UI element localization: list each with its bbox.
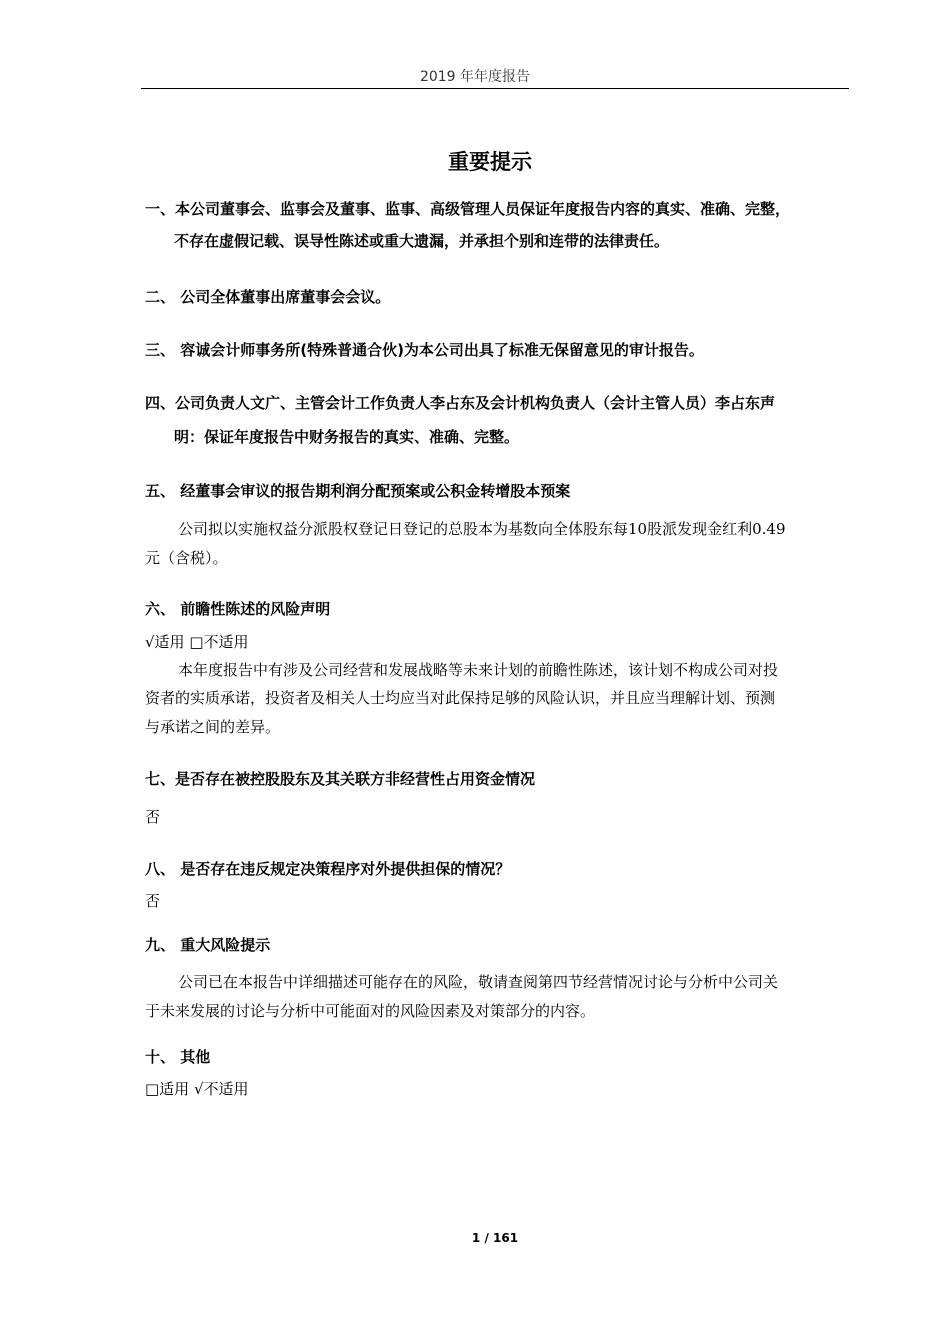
header-rule bbox=[141, 88, 849, 89]
running-header: 2019 年年度报告 bbox=[419, 69, 531, 85]
section-4-line-2: 明：保证年度报告中财务报告的真实、准确、完整。 bbox=[174, 428, 520, 446]
page-title: 重要提示 bbox=[448, 150, 532, 174]
section-8-answer: 否 bbox=[145, 892, 161, 910]
section-6-heading: 六、 前瞻性陈述的风险声明 bbox=[145, 600, 331, 618]
section-6-body-line-3: 与承诺之间的差异。 bbox=[145, 718, 281, 736]
section-6-applicable: √适用 □不适用 bbox=[145, 633, 249, 651]
section-10-heading: 十、 其他 bbox=[145, 1048, 211, 1066]
section-9-body-line-1: 公司已在本报告中详细描述可能存在的风险，敬请查阅第四节经营情况讨论与分析中公司关 bbox=[178, 973, 779, 991]
section-6-body-line-2: 资者的实质承诺，投资者及相关人士均应当对此保持足够的风险认识，并且应当理解计划、预测 bbox=[145, 689, 776, 707]
section-9-heading: 九、 重大风险提示 bbox=[145, 936, 271, 954]
section-10-applicable: □适用 √不适用 bbox=[145, 1080, 249, 1098]
section-5-body-line-1: 公司拟以实施权益分派股权登记日登记的总股本为基数向全体股东每10股派发现金红利0.49 bbox=[178, 520, 786, 538]
section-4-line-1: 四、公司负责人文广、主管会计工作负责人李占东及会计机构负责人（会计主管人员）李占东声 bbox=[145, 394, 776, 412]
section-5-heading: 五、 经董事会审议的报告期利润分配预案或公积金转增股本预案 bbox=[145, 482, 571, 500]
section-7-heading: 七、是否存在被控股股东及其关联方非经营性占用资金情况 bbox=[145, 770, 536, 788]
section-1-line-2: 不存在虚假记载、误导性陈述或重大遗漏，并承担个别和连带的法律责任。 bbox=[174, 232, 670, 250]
section-8-heading: 八、 是否存在违反规定决策程序对外提供担保的情况？ bbox=[145, 860, 511, 878]
section-9-body-line-2: 于未来发展的讨论与分析中可能面对的风险因素及对策部分的内容。 bbox=[145, 1002, 596, 1020]
section-3-text: 三、 容诚会计师事务所(特殊普通合伙)为本公司出具了标准无保留意见的审计报告。 bbox=[145, 341, 704, 359]
section-1-line-1: 一、本公司董事会、监事会及董事、监事、高级管理人员保证年度报告内容的真实、准确、完整， bbox=[145, 200, 791, 218]
section-6-body-line-1: 本年度报告中有涉及公司经营和发展战略等未来计划的前瞻性陈述，该计划不构成公司对投 bbox=[178, 661, 779, 679]
section-2-text: 二、 公司全体董事出席董事会会议。 bbox=[145, 288, 391, 306]
section-5-body-line-2: 元（含税）。 bbox=[145, 549, 228, 567]
page-number: 1 / 161 bbox=[471, 1231, 519, 1245]
section-7-answer: 否 bbox=[145, 808, 161, 826]
